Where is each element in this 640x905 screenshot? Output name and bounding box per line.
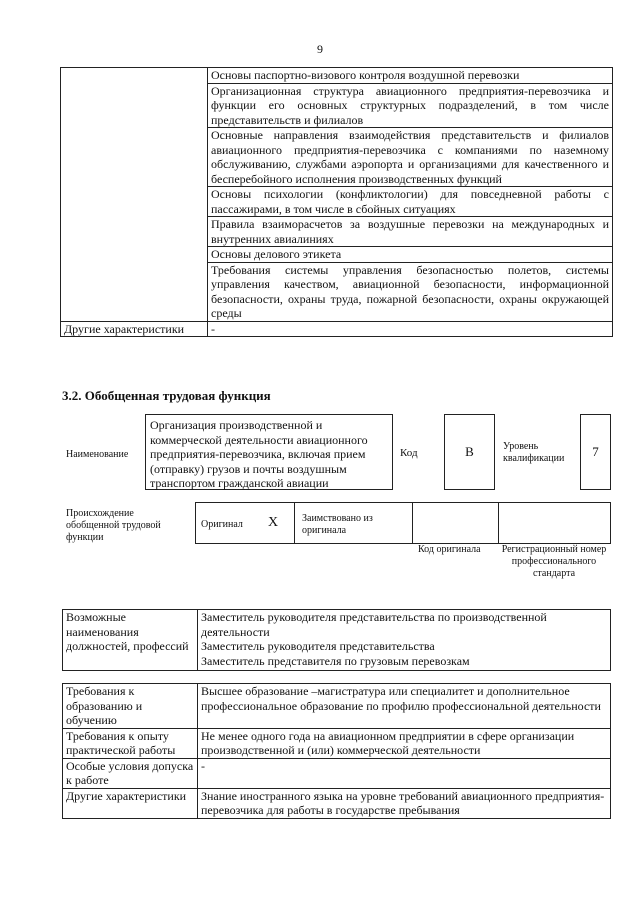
knowledge-item: Организационная структура авиационного предприятия-перевозчика и функции его основных структурных подразделений, в том числе представительств и филиалов <box>208 83 613 128</box>
other-label: Другие характеристики <box>61 321 208 337</box>
position-item: Заместитель руководителя представительства <box>201 639 435 653</box>
table-row <box>61 68 613 84</box>
requirement-label: Требования к опыту практической работы <box>63 728 198 758</box>
original-label: Оригинал <box>201 519 243 530</box>
other-value: - <box>208 321 613 337</box>
divider <box>412 503 413 543</box>
knowledge-item: Основы делового этикета <box>208 247 613 263</box>
requirement-value: Не менее одного года на авиационном предприятии в сфере организации производственной и (или) коммерческой деятельности <box>198 728 611 758</box>
code-value: B <box>444 414 495 490</box>
requirement-value: - <box>198 758 611 788</box>
level-label: Уровень квалификации <box>503 441 565 464</box>
knowledge-item: Основные направления взаимодействия представительств и филиалов авиационного предприятия-перевозчика с компаниями по наземному обслуживанию, службами аэропорта и организациями для качественного и бесперебойного исполнения производственных функций <box>208 128 613 187</box>
original-mark: X <box>268 515 279 530</box>
requirements-table <box>62 683 611 819</box>
divider <box>294 503 295 543</box>
knowledge-table <box>60 67 613 337</box>
origin-label: Происхождение обобщенной трудовой функции <box>66 508 161 543</box>
name-label: Наименование <box>66 449 129 460</box>
positions-table <box>62 609 611 671</box>
code-original-caption: Код оригинала <box>418 544 481 555</box>
positions-label: Возможные наименования должностей, профессий <box>63 610 198 671</box>
code-label: Код <box>400 447 418 459</box>
table-row <box>61 321 613 337</box>
knowledge-item: Основы психологии (конфликтологии) для повседневной работы с пассажирами, в том числе в сбойных ситуациях <box>208 187 613 217</box>
section-title: 3.2. Обобщенная трудовая функция <box>62 388 271 403</box>
requirement-label: Требования к образованию и обучению <box>63 684 198 729</box>
table-row <box>63 728 611 758</box>
position-item: Заместитель представителя по грузовым перевозкам <box>201 653 470 668</box>
knowledge-item: Основы паспортно-визового контроля воздушной перевозки <box>208 68 613 84</box>
empty-label-cell <box>61 68 208 322</box>
requirement-label: Другие характеристики <box>63 788 198 818</box>
level-value: 7 <box>580 414 611 490</box>
requirement-value: Высшее образование –магистратура или специалитет и дополнительное профессиональное образование по профилю профессиональной деятельности <box>198 684 611 729</box>
table-row <box>63 610 611 671</box>
positions-values <box>198 610 611 671</box>
divider <box>498 503 499 543</box>
function-name-box: Организация производственной и коммерческой деятельности авиационного предприятия-перевозчика, включая прием (отправку) грузов и почты воздушным транспортом гражданской авиации <box>145 414 393 490</box>
origin-box <box>195 502 611 544</box>
requirement-value: Знание иностранного языка на уровне требований авиационного предприятия-перевозчика для работы в государстве пребывания <box>198 788 611 818</box>
borrowed-label: Заимствовано из оригинала <box>302 513 373 536</box>
requirement-label: Особые условия допуска к работе <box>63 758 198 788</box>
knowledge-item: Правила взаиморасчетов за воздушные перевозки на международных и внутренних авиалиниях <box>208 217 613 247</box>
reg-number-caption: Регистрационный номер профессионального стандарта <box>501 544 607 579</box>
knowledge-item: Требования системы управления безопасностью полетов, системы управления качеством, авиационной безопасности, информационной безопасности, охраны труда, пожарной безопасности, охраны окружающей среды <box>208 262 613 321</box>
page-number: 9 <box>317 42 323 56</box>
position-item: Заместитель руководителя представительства по производственной деятельности <box>201 610 547 639</box>
table-row <box>63 684 611 729</box>
table-row <box>63 758 611 788</box>
table-row <box>63 788 611 818</box>
